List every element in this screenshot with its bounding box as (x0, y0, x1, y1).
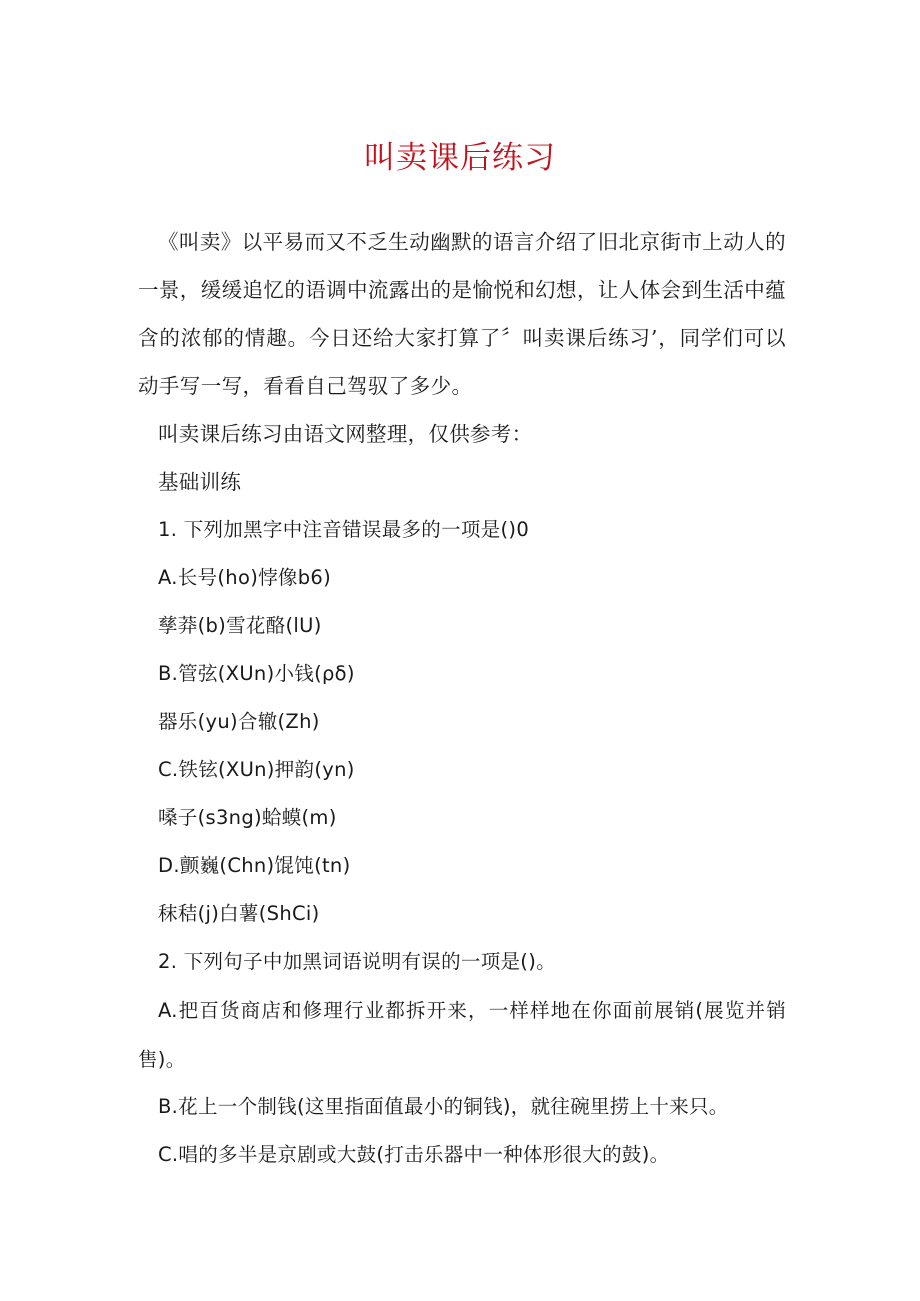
question-1-option: B.管弦(XUn)小钱(ρδ) (158, 662, 355, 685)
intro-paragraph: 《叫卖》以平易而又不乏生动幽默的语言介绍了旧北京街市上动人的一景，缓缓追忆的语调中流露出的是愉悦和幻想，让人体会到生活中蕴含的浓郁的情趣。今日还给大家打算了〞叫卖课后练习’，同学们可以动手写一写，看看自己驾驭了多少。 (138, 230, 786, 398)
question-1-option: 秣秸(j)白薯(ShCi) (158, 902, 320, 925)
exercise-lines (158, 410, 798, 986)
source-note: 叫卖课后练习由语文网整理，仅供参考： (158, 422, 533, 446)
question-2-option-c (158, 1130, 798, 1178)
question-2-option-c-text: C.唱的多半是京剧或大鼓(打击乐器中一种体形很大的鼓)。 (158, 1143, 670, 1166)
question-1-option: A.长号(ho)悖像b6) (158, 566, 331, 589)
question-2-options-rest (158, 1082, 798, 1178)
question-1-option: 嗓子(s3ng)蛤蟆(m) (158, 806, 337, 829)
question-1-stem: 1. 下列加黑字中注音错误最多的一项是()0 (158, 518, 530, 541)
question-2-option-a-text: A.把百货商店和修理行业都拆开来，一样样地在你面前展销(展览并销售)。 (138, 999, 786, 1071)
page-title: 叫卖课后练习 (364, 140, 556, 176)
question-1-option: 器乐(yu)合辙(Zh) (158, 710, 320, 733)
question-1-option: D.颤巍(Chn)馄饨(tn) (158, 854, 351, 877)
question-2-option-b (158, 1082, 798, 1130)
question-2-stem: 2. 下列句子中加黑词语说明有误的一项是()。 (158, 950, 556, 973)
question-1-option: C.铁铉(XUn)押韵(yn) (158, 758, 355, 781)
section-heading: 基础训练 (158, 470, 242, 494)
question-1-option: 孳莽(b)雪花酪(lU) (158, 614, 322, 637)
question-2-option-b-text: B.花上一个制钱(这里指面值最小的铜钱)，就往碗里捞上十来只。 (158, 1095, 729, 1118)
question-2-option-a (138, 986, 786, 1084)
